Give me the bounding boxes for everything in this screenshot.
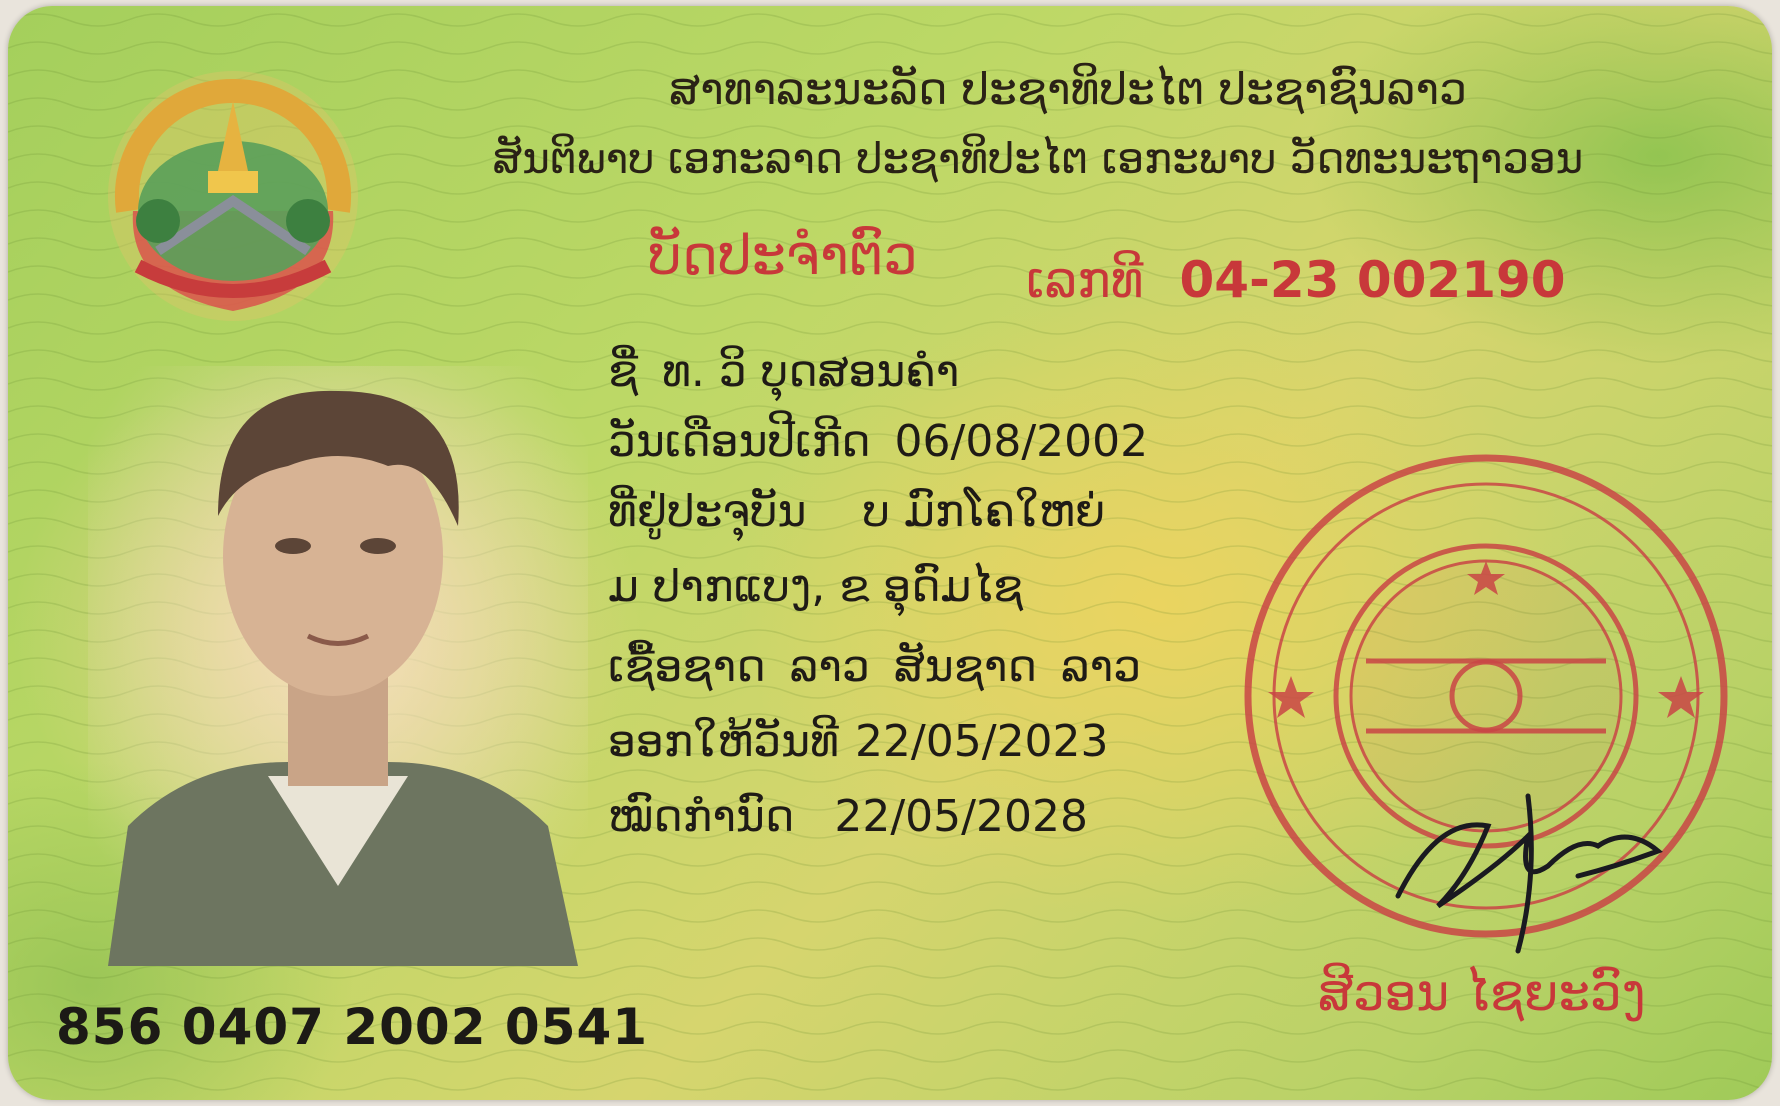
card-number-value: 04-23 002190 — [1179, 251, 1566, 309]
field-address — [608, 486, 1105, 537]
field-issue-date — [608, 716, 1109, 767]
name-label: ຊື່ — [608, 346, 639, 397]
header-country-name: ສາທາລະນະລັດ ປະຊາທິປະໄຕ ປະຊາຊົນລາວ — [669, 64, 1467, 115]
name-value: ທ. ວິ ບຸດສອນຄຳ — [662, 346, 960, 397]
id-card — [8, 6, 1772, 1100]
expiry-label: ໝົດກຳນົດ — [608, 791, 795, 842]
card-number-row — [1026, 251, 1566, 309]
dob-value: 06/08/2002 — [894, 416, 1149, 467]
ethnicity-label: ເຊື້ອຊາດ — [608, 641, 766, 692]
address-value-line2: ມ ປາກແບງ, ຂ ອຸດົມໄຊ — [608, 561, 1024, 612]
issue-label: ອອກໃຫ້ວັນທີ — [608, 716, 839, 767]
ethnicity-value: ລາວ — [789, 641, 870, 692]
field-expiry-date — [608, 791, 1088, 842]
nationality-value: ລາວ — [1060, 641, 1142, 692]
issue-value: 22/05/2023 — [854, 716, 1109, 767]
personal-id-code: 856 0407 2002 0541 — [56, 998, 649, 1056]
portrait-photo-icon — [88, 366, 588, 966]
card-title: ບັດປະຈຳຕົວ — [648, 224, 918, 287]
dob-label: ວັນເດືອນປີເກີດ — [608, 416, 871, 467]
lao-national-emblem-icon — [98, 61, 368, 331]
field-name — [608, 346, 959, 397]
field-ethnicity-nationality — [608, 641, 1141, 692]
nationality-label: ສັນຊາດ — [893, 641, 1037, 692]
header-motto: ສັນຕິພາບ ເອກະລາດ ປະຊາທິປະໄຕ ເອກະພາບ ວັດທະນະຖາວອນ — [492, 134, 1584, 183]
signature-icon — [1378, 756, 1678, 956]
address-label: ທີ່ຢູ່ປະຈຸບັນ — [608, 486, 807, 537]
expiry-value: 22/05/2028 — [834, 791, 1088, 842]
address-value-line1: ບ ມົກໂຄໃຫຍ່ — [862, 486, 1106, 537]
field-address-line2 — [608, 561, 1023, 612]
signer-name: ສີວອນ ໄຊຍະວົງ — [1318, 964, 1646, 1022]
card-number-label: ເລກທີ — [1026, 251, 1144, 309]
field-date-of-birth — [608, 416, 1148, 467]
